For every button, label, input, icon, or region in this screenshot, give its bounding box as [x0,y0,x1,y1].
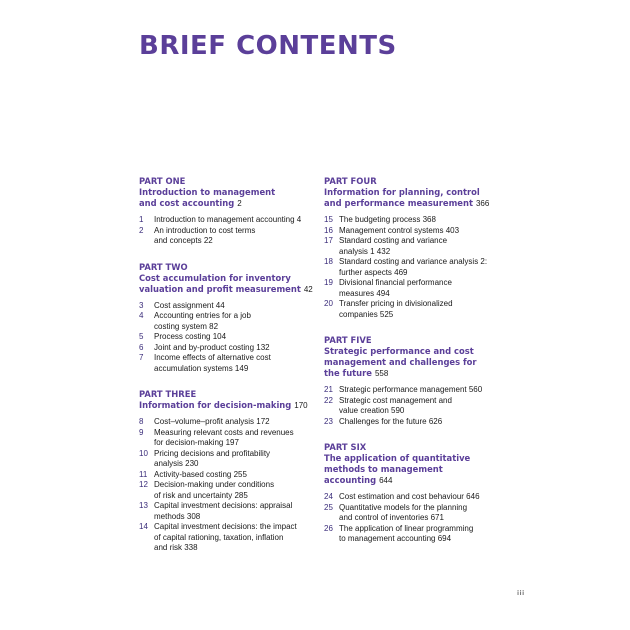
chapter-title [154,480,319,501]
chapter-title-line: measures 494 [339,288,390,298]
part-title-line [139,273,319,284]
chapter-entry [139,522,319,554]
part-label: PART FIVE [324,335,372,345]
chapter-title-line: methods 308 [154,511,201,521]
chapter-title-line: to management accounting 694 [339,534,452,543]
chapter-number: 9 [139,427,144,437]
chapter-list [324,215,504,320]
part-title-text: Strategic performance and cost [324,346,474,356]
chapter-title-line: Joint and by-product costing 132 [154,342,270,352]
part-title-line [324,346,504,357]
chapter-title [154,332,319,343]
chapter-title-line: Measuring relevant costs and revenues [154,427,294,437]
chapter-title [339,503,504,524]
part-title-line [139,284,319,295]
chapter-title-line: Pricing decisions and profitability [154,448,271,458]
chapter-number: 20 [324,299,333,308]
chapter-title [154,353,319,374]
chapter-number: 18 [324,257,333,266]
chapter-number: 15 [324,215,333,224]
part-title-text: Information for planning, control [324,187,480,197]
chapter-number: 8 [139,417,144,426]
chapter-title-line: for decision-making 197 [154,438,239,447]
chapter-number: 24 [324,492,333,501]
chapter-entry [324,299,504,320]
part-page-number: 42 [303,284,313,294]
part-section [139,176,319,247]
chapter-title [154,417,319,428]
chapter-title [154,470,319,481]
chapter-entry [324,396,504,417]
part-title-line [324,357,504,368]
chapter-number: 16 [324,225,333,235]
chapter-number: 10 [139,448,148,458]
chapter-number: 26 [324,523,333,533]
chapter-title-line: analysis 1 432 [339,246,391,256]
chapter-entry [139,215,319,226]
chapter-title-line: companies 525 [339,309,394,319]
chapter-title [154,449,319,470]
part-section [139,262,319,375]
chapter-entry [139,470,319,481]
chapter-title-line: Cost assignment 44 [154,300,225,310]
chapter-title-line: Income effects of alternative cost [154,353,271,362]
chapter-title [339,396,504,417]
chapter-title [339,278,504,299]
chapter-number: 3 [139,300,144,310]
chapter-number: 11 [139,469,148,479]
chapter-entry [139,343,319,354]
chapter-entry [139,428,319,449]
chapter-title-line: accumulation systems 149 [154,363,249,373]
chapter-title-line: Quantitative models for the planning [339,502,468,512]
chapter-number: 17 [324,236,333,245]
chapter-title-line: and control of inventories 671 [339,513,444,522]
chapter-entry [139,301,319,312]
chapter-number: 1 [139,215,144,224]
chapter-title-line: Challenges for the future 626 [339,416,443,426]
chapter-title [339,417,504,428]
chapter-number: 6 [139,342,144,352]
chapter-title [154,343,319,354]
part-label: PART ONE [139,176,186,186]
part-title-line [324,368,504,379]
part-title-text: Cost accumulation for inventory [139,272,291,283]
part-section [139,389,319,554]
chapter-title-line: Standard costing and variance [339,236,448,245]
contents-column-right [324,176,504,560]
part-title-line [324,475,504,486]
chapter-entry [139,449,319,470]
chapter-entry [324,236,504,257]
chapter-number: 21 [324,385,333,394]
part-title-line [139,400,319,411]
contents-column-left [139,176,319,569]
chapter-title-line: analysis 230 [154,459,199,468]
chapter-entry [139,417,319,428]
chapter-entry [139,480,319,501]
chapter-title-line: Process costing 104 [154,332,227,341]
chapter-title [154,215,319,226]
chapter-title-line: and risk 338 [154,543,198,552]
part-page-number: 558 [374,369,389,378]
chapter-entry [324,417,504,428]
part-page-number: 170 [294,401,308,410]
chapter-title-line: and concepts 22 [154,236,213,245]
part-title-text: the future [324,368,372,378]
chapter-list [324,385,504,427]
part-title-text: and cost accounting [139,198,235,208]
chapter-entry [324,278,504,299]
chapter-title [339,226,504,237]
part-label: PART FOUR [324,176,377,186]
chapter-number: 19 [324,278,333,287]
chapter-title [154,428,319,449]
chapter-entry [324,492,504,503]
part-title-line [139,187,319,198]
chapter-entry [324,215,504,226]
chapter-title-line: Capital investment decisions: appraisal [154,501,293,510]
chapter-number: 13 [139,501,148,510]
part-section [324,442,504,545]
chapter-entry [324,385,504,396]
chapter-entry [139,353,319,374]
part-label: PART SIX [324,442,367,452]
chapter-number: 22 [324,395,333,405]
chapter-title [154,501,319,522]
part-section [324,335,504,427]
part-title-text: Introduction to management [139,187,276,197]
chapter-number: 14 [139,522,148,531]
chapter-entry [324,524,504,545]
part-title-text: The application of quantitative [324,453,471,463]
chapter-list [139,417,319,554]
chapter-title [339,524,504,545]
page-title: BRIEF CONTENTS [139,31,397,61]
chapter-number: 4 [139,311,144,320]
chapter-title-line: Management control systems 403 [339,225,460,235]
chapter-title [339,492,504,503]
chapter-title-line: further aspects 469 [339,267,408,277]
chapter-title [339,385,504,396]
part-title-text: Information for decision-making [139,400,292,410]
chapter-title-line: Introduction to management accounting 4 [154,215,302,224]
part-label: PART THREE [139,389,197,399]
chapter-title-line: Strategic cost management and [339,395,452,405]
page-number: iii [517,590,525,597]
chapter-entry [324,257,504,278]
chapter-title [339,215,504,226]
chapter-number: 7 [139,353,144,362]
chapter-entry [139,332,319,343]
chapter-title-line: Activity-based costing 255 [154,469,247,479]
chapter-title-line: Transfer pricing in divisionalized [339,299,453,308]
part-title-line [139,198,319,209]
chapter-title-line: value creation 590 [339,406,405,415]
chapter-entry [139,226,319,247]
chapter-entry [324,503,504,524]
part-title-line [324,453,504,464]
chapter-title-line: The application of linear programming [339,523,474,533]
chapter-list [139,301,319,375]
chapter-entry [324,226,504,237]
part-section [324,176,504,320]
chapter-list [324,492,504,545]
chapter-title-line: Divisional financial performance [339,278,452,287]
part-title-line [324,187,504,198]
part-title-line [324,198,504,209]
chapter-number: 23 [324,416,333,426]
chapter-title-line: Standard costing and variance analysis 2: [339,257,488,266]
chapter-title-line: of capital rationing, taxation, inflation [154,532,284,542]
chapter-title [339,299,504,320]
part-title-text: valuation and profit measurement [139,283,301,294]
chapter-title-line: costing system 82 [154,321,219,331]
chapter-title-line: The budgeting process 368 [339,215,436,224]
part-title-text: accounting [324,475,377,485]
part-title-text: management and challenges for [324,357,477,367]
part-page-number: 2 [237,199,242,208]
chapter-title [154,301,319,312]
chapter-title-line: of risk and uncertainty 285 [154,490,248,500]
chapter-number: 2 [139,225,144,235]
chapter-title [339,257,504,278]
part-title-text: and performance measurement [324,198,473,208]
part-title-line [324,464,504,475]
part-page-number: 644 [379,476,393,485]
part-label: PART TWO [139,261,188,272]
chapter-title-line: Cost–volume–profit analysis 172 [154,417,270,426]
chapter-title [154,226,319,247]
chapter-title-line: An introduction to cost terms [154,225,256,235]
chapter-title [154,522,319,554]
chapter-entry [139,311,319,332]
chapter-number: 12 [139,480,148,489]
chapter-entry [139,501,319,522]
chapter-number: 5 [139,332,144,341]
part-page-number: 366 [475,199,490,208]
chapter-title-line: Capital investment decisions: the impact [154,522,297,531]
chapter-title [154,311,319,332]
chapter-title-line: Cost estimation and cost behaviour 646 [339,492,480,501]
chapter-title-line: Accounting entries for a job [154,311,251,320]
chapter-title [339,236,504,257]
chapter-title-line: Strategic performance management 560 [339,385,483,394]
chapter-number: 25 [324,502,333,512]
chapter-list [139,215,319,247]
part-title-text: methods to management [324,464,443,474]
chapter-title-line: Decision-making under conditions [154,480,275,489]
